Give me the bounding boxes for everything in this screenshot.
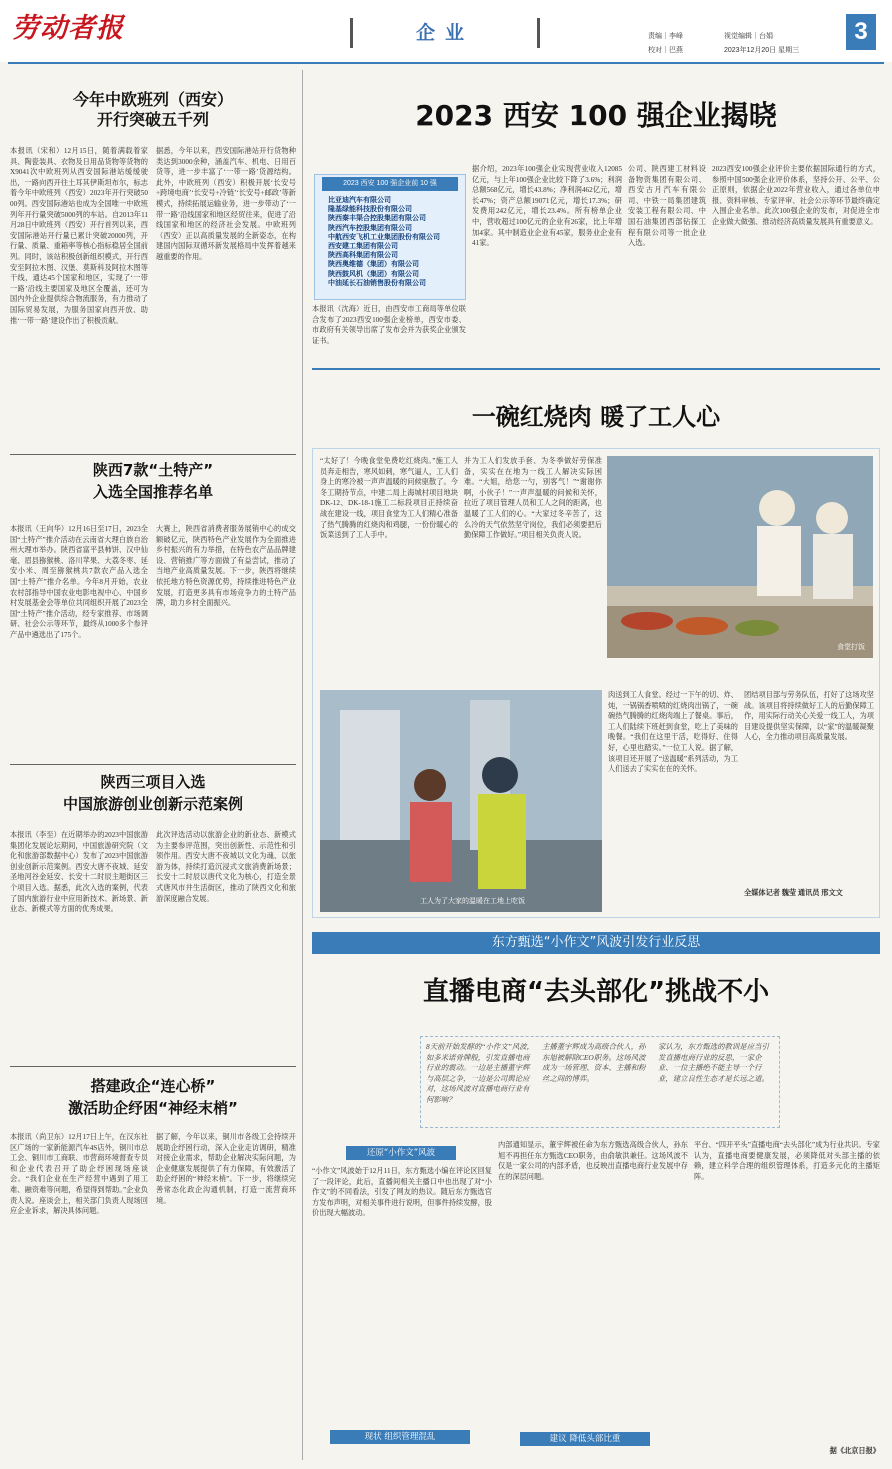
photo1-caption: 食堂打饭 [837,644,865,651]
a3-body-right: 此次评选活动以旅游企业的新业态、新模式为主要参评范围，突出创新性、示范性和引领作用。西安大唐不夜城以文化为魂、以旅游为体，持续打造沉浸式文旅消费新场景；长安十二时辰以唐代文化为核心，打造全景式唐风市井生活街区，推动了陕西文化和旅游深度融合发展。 [156,831,296,903]
live-body-c: 平台、“四开平头”直播电商“去头部化”成为行业共识。专家认为，直播电商要健康发展，必须降低对头部主播的依赖，建立科学合理的组织管理体系，打造多元化的主播矩阵。 [694,1141,880,1181]
a3-title-2: 中国旅游创业创新示范案例 [62,795,243,813]
sub-heading-2: 现状 组织管理混乱 [330,1430,470,1444]
a4-body-left: 本报讯（尚卫东）12月17日上午，在汉东社区广场的一家新能源汽车4S店外，铜川市总工会、铜川市工商联、市营商环境督查专员和企业代表召开了助企纾困现场座谈会。“我们企业在生产经营中遇到了用工难、融资难等问题，希望得到帮助。”企业负责人说。座谈会上，相关部门负责人现场回应企业诉求，解决具体问题。 [10,1133,148,1216]
live-lead-b: 主播董宇辉成为高级合伙人，孙东旭被解除CEO职务。这场风波成为一场管理、资本、主播和粉丝之间的博弈。 [542,1042,646,1083]
worker-photo [320,690,602,912]
column-divider [302,70,303,1460]
a1-body-left: 本报讯（宋和）12月15日，随着满载着家具、陶瓷装具、衣物及日用品货物等货物的X9041次中欧班列从西安国际港站缓缓驶出，一路向西开往土耳其伊斯坦布尔，标志着今年中欧班列（西安）2023年开行突破5000列。西安国际港站也成为全国唯一中欧班列年开行量突破5000列的车站。自2013年11月28日中欧班列（西安）开行首列以来，西安国际港站开行量已累计突破20000列，开行量、质量、重箱率等核心指标稳居全国前列。同时，该站积极创新组织模式，开行西安至阿拉木图、汉堡、莫斯科及阿拉木图等干线，通达45个国家和地区，实现了‘一带一路’沿线主要国家及地区全覆盖，还可为国内外企业提供综合物流服务，有力推动了国际贸易发展，为服务国家向西开放、助推‘一带一路’建设作出了积极贡献。 [10,147,148,325]
a3-title-1: 陕西三项目入选 [100,773,206,791]
page-number: 3 [846,14,876,50]
a1-body-right: 据悉，今年以来，西安国际港站开行货物种类达到3000余种，涵盖汽车、机电、日用百货等，进一步丰富了‘一带一路’货源结构。此外，中欧班列（西安）积极开展‘长安号+跨境电商’‘长安号+冷链’‘长安号+邮政’等新模式，持续拓展运输业务，进一步带动了‘一带一路’沿线国家和地区经贸往来，促进了沿线国家和地区的经济社会发展。中欧班列（西安）正以高质量发展的全新姿态，在构建国内国际双循环新发展格局中发挥着越来越重要的作用。 [156,147,296,261]
live-banner: 东方甄选“小作文”风波引发行业反思 [312,932,880,954]
editor-line: 责编｜李峰 [648,33,683,40]
list-item: 比亚迪汽车有限公司 [328,197,391,204]
top100-title: 2023 西安 100 强企业揭晓 [415,99,777,132]
bowl-byline: 全媒体记者 魏莹 通讯员 邢文文 [744,889,843,897]
bowl-body-a: “太好了！今晚食堂免费吃红烧肉。”施工人员奔走相告，寒风如刺，寒气逼人，工人们身上的寒冷被一声声温暖的问候驱散了。今冬工期持节点，中建二局上海城村项目地块DK-12、DK-18-1施工二标段项目正持续奋战在建设一线，项目食堂为工人们精心准备了热气腾腾的红烧肉和鸡腿，一份份暖心的饭菜送到了工人手中。 [320,457,458,540]
sub-heading-1: 还原“小作文”风波 [346,1146,456,1160]
list-item: 陕西鼓风机（集团）有限公司 [328,270,419,278]
a2-body-right: 大赛上，陕西省消费者服务展销中心的成交额破亿元，陕西特色产业发展作为全面推进乡村振兴的有力举措，在特色农产品品牌建设、营销推广等方面做了有益尝试，推动了当地产业高质量发展。下一步，陕西将继续依托地方特色资源优势，持续推进特色产业发展，打造更多具有市场竞争力的土特产品牌，助力乡村全面振兴。 [156,525,296,608]
a2-title-2: 入选全国推荐名单 [92,483,213,501]
date-line: 2023年12月20日 星期三 [724,47,800,54]
photo2-caption: 工人为了大家的温暖在工地上吃饭 [420,898,525,905]
divider [312,368,880,370]
a2-title-1: 陕西7款“土特产” [92,461,214,479]
a2-body-left: 本报讯（王向华）12月16日至17日，2023全国“土特产”推介活动在云南省大理白族自治州大理市举办。陕西省富平县柿饼、汉中仙毫、眉县猕猴桃、洛川苹果、大荔冬枣、延安小米、周至猕猴桃共7款农产品入选全国“土特产”推介名单。今年8月开始，农业农村部指导中国农业电影电视中心、中国乡村发展基金会等单位共同组织开展了2023全国“土特产”推介活动，经专家推荐、市场调研、社会公示等环节，最终从1000多个参评产品中遴选出了175个。 [10,525,148,639]
bowl-body-b: 并为工人们发放手套、为冬季做好劳保准备，实实在在地为一线工人解决实际困难。“大姐，给您一勺，别客气！”“谢谢你啊，小伙子！”一声声温暖的问候和关怀，拉近了项目管理人员和工人之间的距离，也温暖了工人们的心。“大家过冬辛苦了，这么冷的天气依然坚守岗位，我们必须要把后勤保障工作做好。”项目相关负责人说。 [464,457,602,540]
worker-photo-image [320,690,602,912]
a4-title-1: 搭建政企“连心桥” [90,1077,216,1095]
bowl-body-d: 团结项目部与劳务队伍，打好了这场攻坚战。该项目将持续做好工人的后勤保障工作，用实际行动关心关爱一线工人，为项目建设提供坚实保障，以“家”的温暖凝聚人心，全力推动项目高质量发展。 [744,691,874,742]
a3-body-left: 本报讯（李至）在近期举办的2023中国旅游集团化发展论坛期间，中国旅游研究院（文化和旅游部数据中心）发布了2023中国旅游创业创新示范案例。西安大唐不夜城、延安圣地河谷金延安、长安十二时辰主题街区三个项目入选。据悉，此次入选的案例，代表了国内旅游行业中应用新技术、新场景、新业态、新模式等方面的优秀成果。 [10,831,148,914]
top-body-c: 公司、陕西建工材料设备物资集团有限公司、西安古月汽车有限公司、中铁一局集团建筑安装工程有限公司、中国石油集团西部钻探工程有限公司等一批企业入选。 [628,165,706,248]
live-body-a: “小作文”风波始于12月11日，东方甄选小编在评论区回复了一段评论，此后，直播间相关主播口中也出现了对“小作文”的不同看法，引发了网友的热议。随后东方甄选官方发布声明，对相关事件进行说明，但事件持续发酵，股价出现大幅波动。 [312,1167,492,1218]
list-item: 陕西奥维德（集团）有限公司 [328,261,419,269]
list-item: 中航西安飞机工业集团股份有限公司 [328,233,440,241]
divider [10,454,296,455]
top10-list [328,196,462,288]
a1-title-1: 今年中欧班列（西安） [72,90,233,109]
live-source: 据《北京日报》 [829,1447,880,1455]
divider [10,764,296,765]
top10-title: 2023 西安 100 强企业前 10 强 [322,177,458,191]
canteen-photo-image [607,456,873,658]
list-item: 陕西高科集团有限公司 [328,252,398,260]
sub-heading-3: 建议 降低头部比重 [520,1432,650,1446]
a1-title-2: 开行突破五千列 [96,110,209,129]
divider [10,1066,296,1067]
top-body-b: 据介绍，2023年100强企业实现营业收入12085亿元，与上年100强企业比较下降了3.6%；利润总额568亿元，增长43.8%；净利润462亿元，增长47%；资产总额19071亿元，增长17.3%；研发费用242亿元，增长23.4%。所有榜单企业中，营收超过100亿元的企业有26家，比上年增加4家。其中制造业企业有45家，服务业企业有41家。 [472,165,622,248]
list-item: 陕西秦丰渠合控股集团有限公司 [328,215,426,223]
a4-title-2: 激活助企纾困“神经末梢” [68,1099,238,1117]
masthead [0,0,892,62]
live-title: 直播电商“去头部化”挑战不小 [422,977,770,1007]
a4-body-right: 据了解，今年以来，铜川市各级工会持续开展助企纾困行动，深入企业走访调研，精准对接企业需求，帮助企业解决实际问题，为企业健康发展提供了有力保障，有效激活了助企纾困的“神经末梢”。下一步，将继续完善常态化政企沟通机制，打造一流营商环境。 [156,1133,296,1205]
live-body-b: 内部通知显示，董宇辉被任命为东方甄选高级合伙人，孙东旭不再担任东方甄选CEO职务，由俞敏洪兼任。这场风波不仅是一家公司的内部矛盾，也反映出直播电商行业发展中存在的深层问题。 [498,1141,688,1181]
top-body-a: 本报讯（沈海）近日，由西安市工商局等单位联合发布了2023西安100强企业榜单，西安市委、市政府有关领导出席了发布会并为获奖企业颁发证书。 [312,305,466,345]
newspaper-logo: 劳动者报 [12,13,124,44]
design-line: 视觉编辑｜台娟 [724,33,773,40]
live-lead-a: 8天前开始发酵的“小作文”风波，如多米诺骨牌般，引发直播电商行业的震动。一边是主播董宇辉与高层之争，一边是公司舆论应对，这场风波对直播电商行业有何影响？ [426,1042,534,1104]
list-item: 西安建工集团有限公司 [328,243,398,251]
list-item: 陕西汽车控股集团有限公司 [328,224,412,232]
proof-line: 校对｜巴燕 [648,47,683,54]
bowl-title: 一碗红烧肉 暖了工人心 [471,403,721,431]
section-label: 企业 [350,18,540,48]
canteen-photo [607,456,873,658]
list-item: 中油延长石油销售股份有限公司 [328,279,426,287]
bowl-body-c: 肉送到工人食堂。经过一下午的切、炸、炖，一锅锅香喷喷的红烧肉出锅了，一碗碗热气腾腾的红烧肉端上了餐桌。事后，工人们陆续下班赶到食堂，吃上了美味的晚餐。“我们在这里干活，吃得好、住得好，心里也踏实。”一位工人说。据了解，该项目还开展了“送温暖”系列活动，为工人们送去了实实在在的关怀。 [608,691,738,774]
live-lead-c: 家认为，东方甄选的教训是应当引发直播电商行业的反思，一家企业、一位主播绝不能主导一个行业，建立良性生态才是长远之道。 [658,1042,769,1083]
list-item: 隆基绿能科技股份有限公司 [328,206,412,214]
top-rule [8,62,884,64]
top-body-d: 2023西安100强企业评价主要依据国际通行的方式，参照中国500强企业评价体系，坚持公开、公平、公正原则，依据企业2022年营业收入，通过各单位申报、资料审核、专家评审、社会公示等环节最终确定入围企业名单。此次100强企业的发布，对促进全市企业做大做强、推动经济高质量发展具有重要意义。 [712,165,880,226]
